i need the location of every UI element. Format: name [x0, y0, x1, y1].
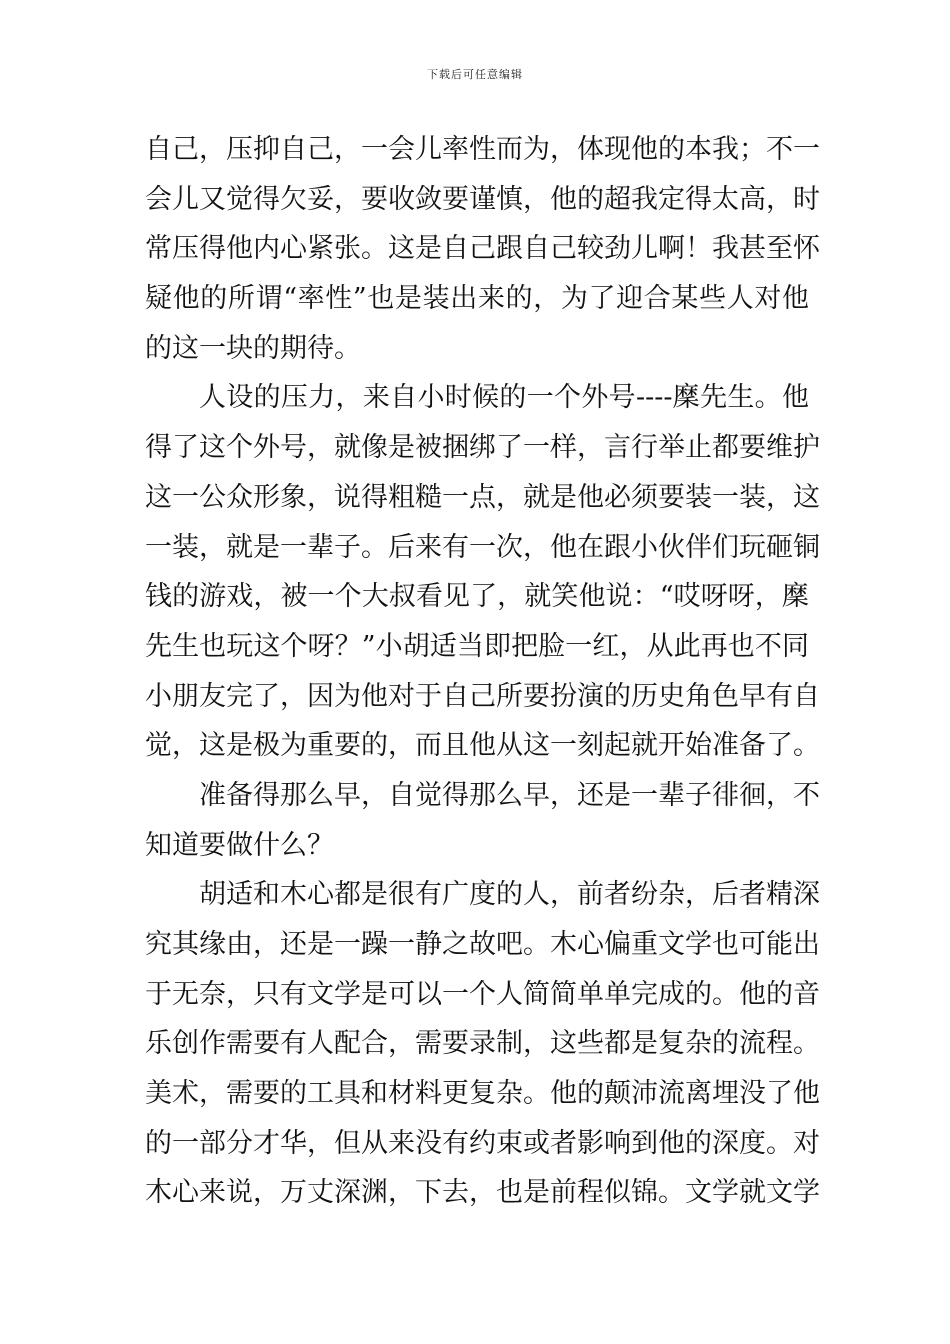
text-line: 常压得他内心紧张。这是自己跟自己较劲儿啊！我甚至怀 — [145, 233, 820, 265]
paragraph-start-line: 人设的压力，来自小时候的一个外号----穈先生。他 — [199, 382, 809, 414]
text-line: 疑他的所谓“率性”也是装出来的，为了迎合某些人对他 — [145, 283, 809, 315]
text-line: 的一部分才华，但从来没有约束或者影响到他的深度。对 — [145, 1127, 820, 1159]
text-line: 的这一块的期待。 — [145, 332, 361, 364]
text-line: 究其缘由，还是一躁一静之故吧。木心偏重文学也可能出 — [145, 929, 820, 960]
text-line: 先生也玩这个呀？”小胡适当即把脸一红，从此再也不同 — [145, 630, 809, 662]
text-line: 自己，压抑自己，一会儿率性而为，体现他的本我；不一 — [145, 134, 820, 165]
text-line: 知道要做什么？ — [145, 829, 334, 861]
text-line: 会儿又觉得欠妥，要收敛要谨慎，他的超我定得太高，时 — [145, 183, 820, 215]
text-line: 木心来说，万丈深渊，下去，也是前程似锦。文学就文学 — [145, 1177, 820, 1209]
text-line: 一装，就是一辈子。后来有一次，他在跟小伙伴们玩砸铜 — [145, 531, 820, 563]
text-line: 得了这个外号，就像是被捆绑了一样，言行举止都要维护 — [145, 432, 820, 464]
paragraph-start-line: 胡适和木心都是很有广度的人，前者纷杂，后者精深 — [199, 879, 820, 911]
text-line: 小朋友完了，因为他对于自己所要扮演的历史角色早有自 — [145, 680, 820, 712]
text-line: 美术，需要的工具和材料更复杂。他的颠沛流离埋没了他 — [145, 1078, 820, 1110]
paragraph-start-line: 准备得那么早，自觉得那么早，还是一辈子徘徊，不 — [199, 779, 820, 811]
text-line: 于无奈，只有文学是可以一个人简简单单完成的。他的音 — [145, 978, 820, 1010]
text-line: 钱的游戏，被一个大叔看见了，就笑他说：“哎呀呀，穈 — [145, 581, 809, 613]
text-line: 这一公众形象，说得粗糙一点，就是他必须要装一装，这 — [145, 481, 820, 513]
text-line: 乐创作需要有人配合，需要录制，这些都是复杂的流程。 — [145, 1028, 820, 1060]
text-line: 觉，这是极为重要的，而且他从这一刻起就开始准备了。 — [145, 730, 820, 762]
body-text — [145, 125, 820, 1218]
page-header: 下载后可任意编辑 — [427, 68, 523, 81]
